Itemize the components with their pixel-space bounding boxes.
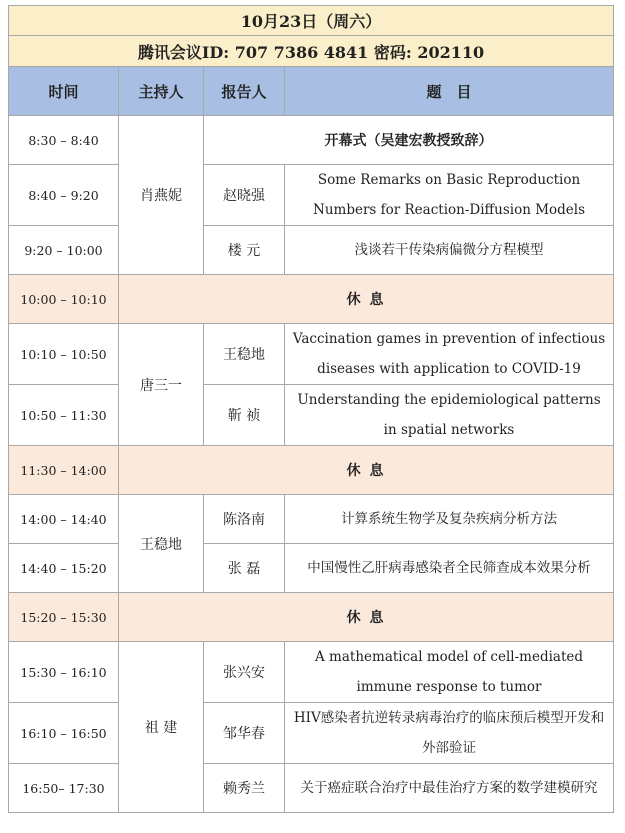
break-row: [9, 275, 614, 324]
topic-cell: 中国慢性乙肝病毒感染者全民筛查成本效果分析: [285, 544, 614, 593]
speaker-cell: 赵晓强: [204, 165, 285, 226]
topic-cell: Some Remarks on Basic Reproduction Numbers for Reaction-Diffusion Models: [285, 165, 614, 226]
break-row: [9, 593, 614, 642]
opening-ceremony: 开幕式（吴建宏教授致辞）: [204, 116, 614, 165]
column-header-time: 时间: [9, 67, 119, 116]
table-row: [9, 642, 614, 703]
topic-cell: Vaccination games in prevention of infectious diseases with application to COVID-19: [285, 324, 614, 385]
host-cell: 祖 建: [119, 642, 204, 813]
table-row: [9, 324, 614, 385]
column-header-topic: 题 目: [285, 67, 614, 116]
time-cell: 10:10 – 10:50: [9, 324, 119, 385]
table-row: [9, 703, 614, 764]
speaker-cell: 靳 祯: [204, 385, 285, 446]
time-cell: 8:30 – 8:40: [9, 116, 119, 165]
topic-cell: 计算系统生物学及复杂疾病分析方法: [285, 495, 614, 544]
topic-cell: A mathematical model of cell-mediated immune response to tumor: [285, 642, 614, 703]
host-cell: 唐三一: [119, 324, 204, 446]
break-label: 休 息: [119, 275, 614, 324]
table-row: [9, 165, 614, 226]
topic-cell: 关于癌症联合治疗中最佳治疗方案的数学建模研究: [285, 764, 614, 813]
break-row: [9, 446, 614, 495]
table-row: [9, 385, 614, 446]
speaker-cell: 邹华春: [204, 703, 285, 764]
time-cell: 14:40 – 15:20: [9, 544, 119, 593]
time-cell: 9:20 – 10:00: [9, 226, 119, 275]
time-cell: 14:00 – 14:40: [9, 495, 119, 544]
speaker-cell: 张 磊: [204, 544, 285, 593]
break-label: 休 息: [119, 446, 614, 495]
time-cell: 15:30 – 16:10: [9, 642, 119, 703]
speaker-cell: 王稳地: [204, 324, 285, 385]
host-cell: 肖燕妮: [119, 116, 204, 275]
speaker-cell: 楼 元: [204, 226, 285, 275]
table-row: [9, 495, 614, 544]
host-cell: 王稳地: [119, 495, 204, 593]
schedule-table: [8, 5, 614, 813]
break-label: 休 息: [119, 593, 614, 642]
time-cell: 15:20 – 15:30: [9, 593, 119, 642]
topic-cell: HIV感染者抗逆转录病毒治疗的临床预后模型开发和外部验证: [285, 703, 614, 764]
time-cell: 11:30 – 14:00: [9, 446, 119, 495]
column-header-speaker: 报告人: [204, 67, 285, 116]
date-heading: 10月23日（周六）: [9, 6, 614, 36]
meeting-info: 腾讯会议ID: 707 7386 4841 密码: 202110: [9, 36, 614, 67]
topic-cell: 浅谈若干传染病偏微分方程模型: [285, 226, 614, 275]
time-cell: 8:40 – 9:20: [9, 165, 119, 226]
table-row: [9, 544, 614, 593]
topic-cell: Understanding the epidemiological patterns in spatial networks: [285, 385, 614, 446]
time-cell: 16:10 – 16:50: [9, 703, 119, 764]
time-cell: 16:50– 17:30: [9, 764, 119, 813]
table-row: [9, 116, 614, 165]
table-row: [9, 764, 614, 813]
speaker-cell: 陈洛南: [204, 495, 285, 544]
speaker-cell: 赖秀兰: [204, 764, 285, 813]
table-row: [9, 226, 614, 275]
column-header-host: 主持人: [119, 67, 204, 116]
time-cell: 10:50 – 11:30: [9, 385, 119, 446]
speaker-cell: 张兴安: [204, 642, 285, 703]
time-cell: 10:00 – 10:10: [9, 275, 119, 324]
